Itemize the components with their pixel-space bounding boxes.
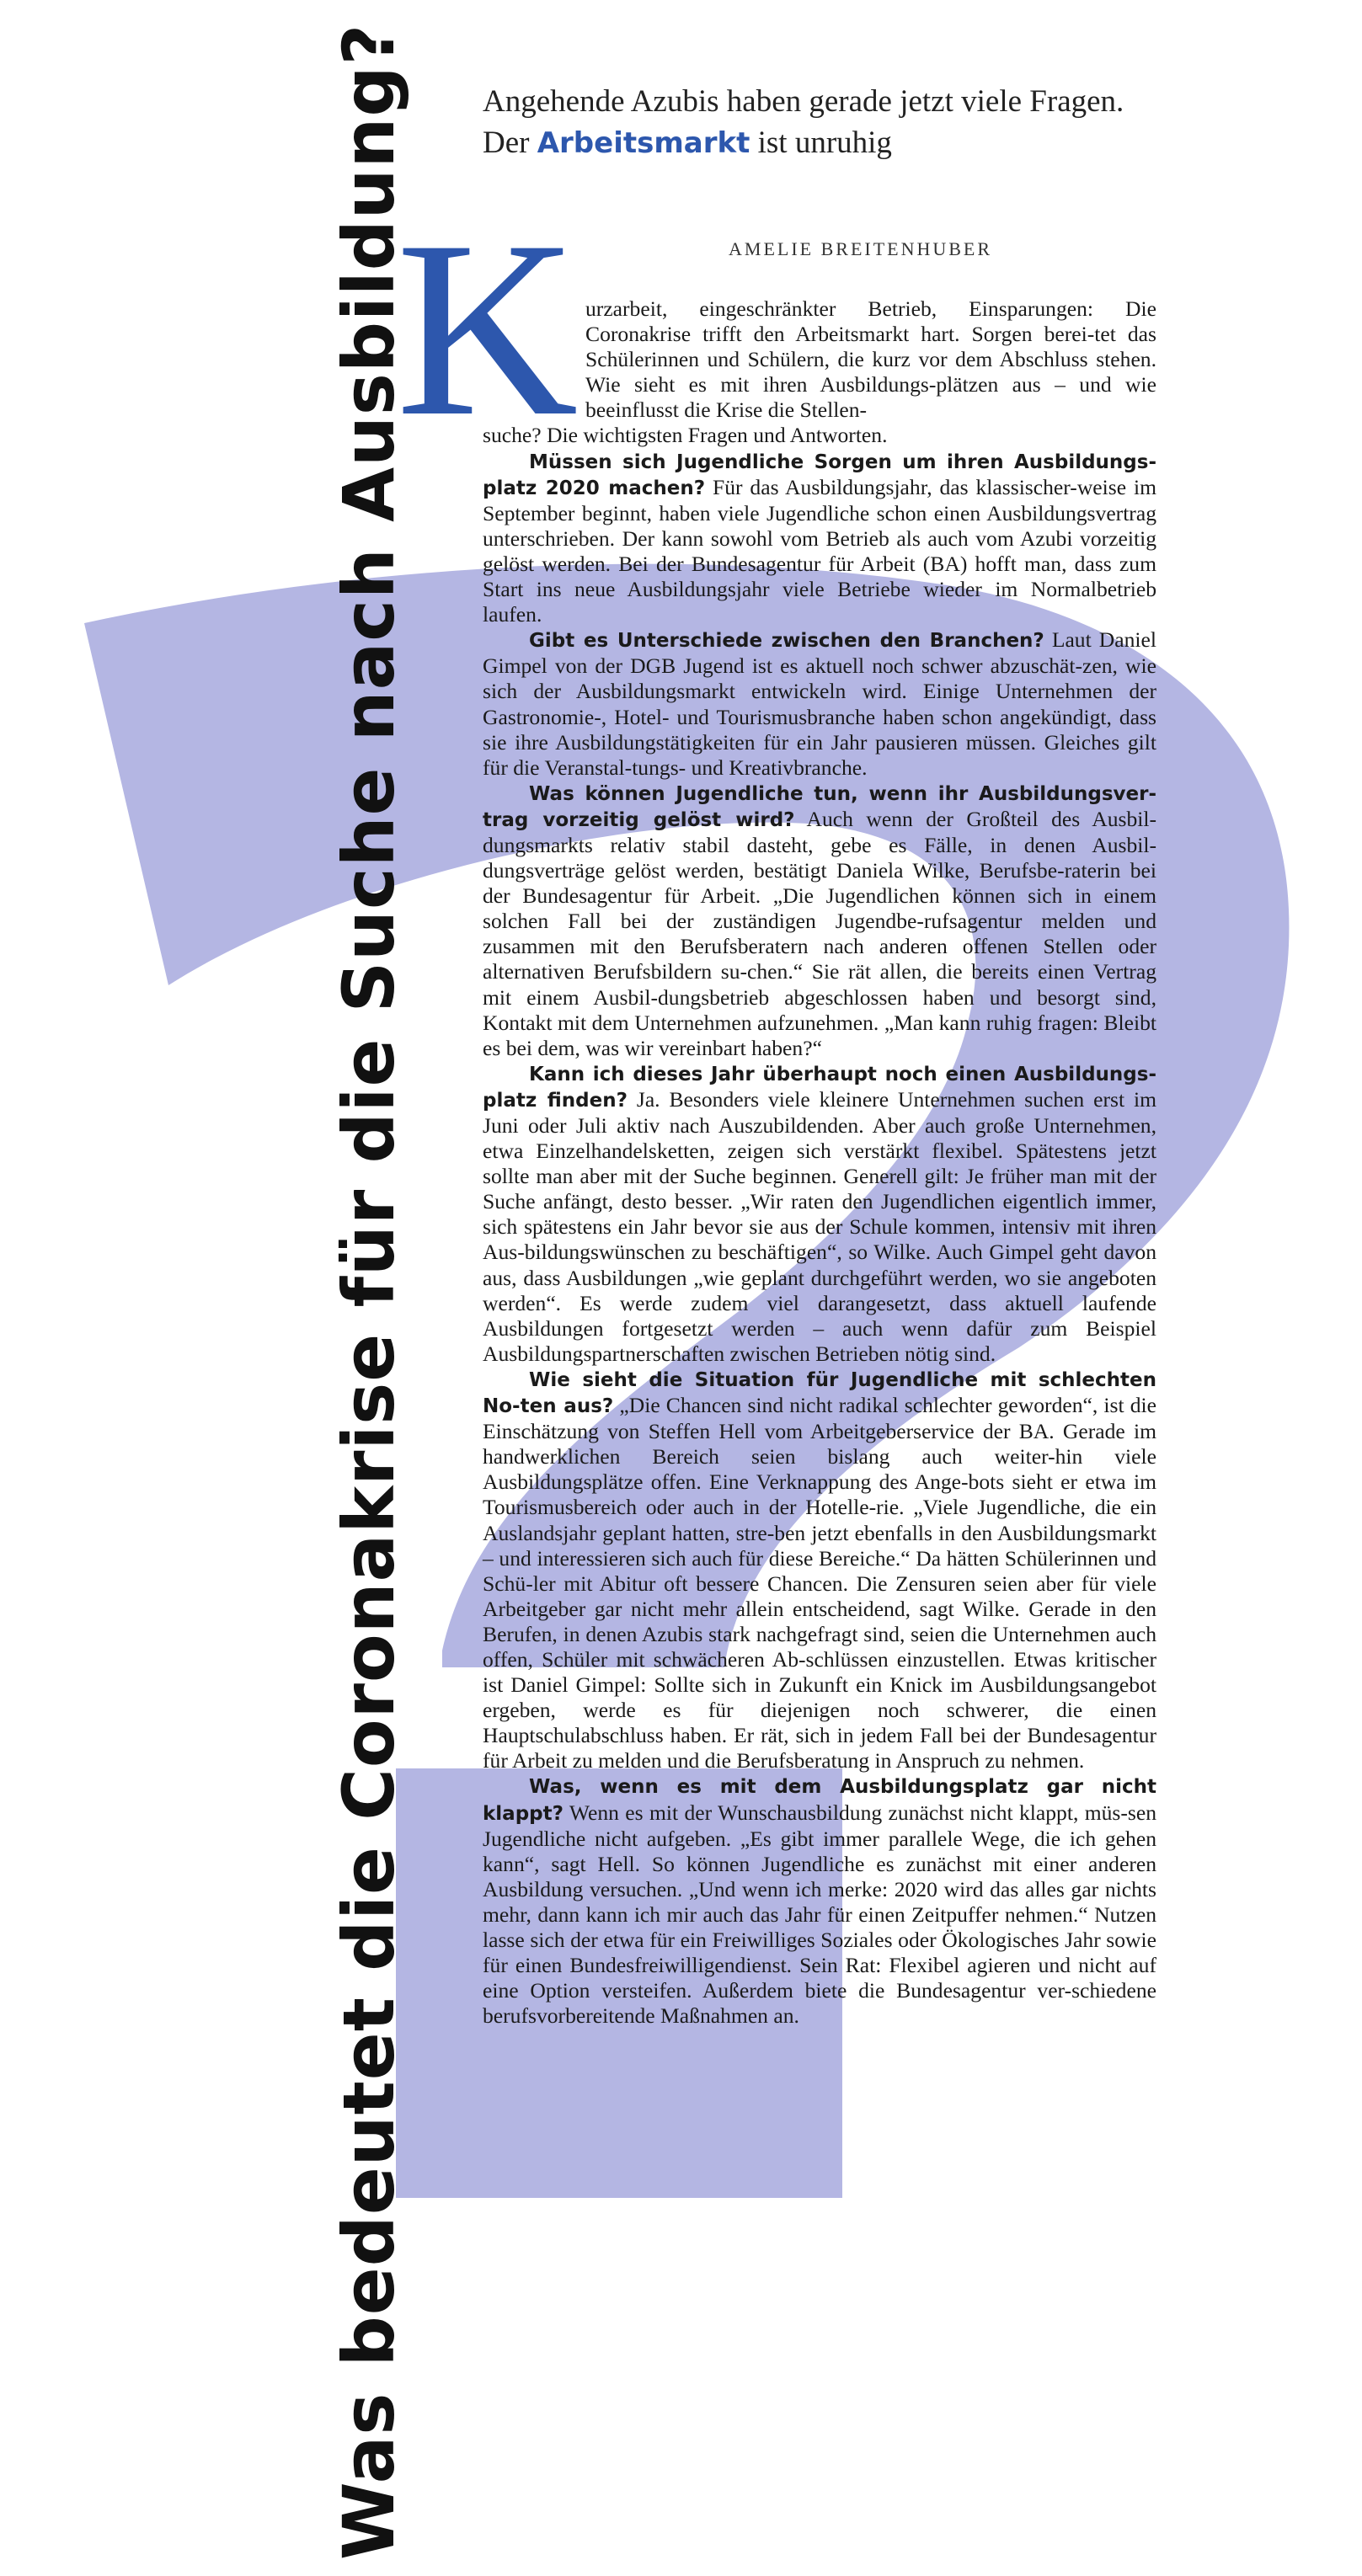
faq-answer: Laut Daniel Gimpel von der DGB Jugend ist es aktuell noch schwer abzuschät-zen, wie sich der Ausbildungsmarkt entwickeln wird. Einige Unternehmen der Gastronomie-, Hotel- und Tourismusbranche haben schon angekündigt, dass sie ihre Ausbildungstätigkeiten für ein Jahr pausieren müssen. Gleiches gilt für die Veranstal-tungs- und Kreativbranche. — [483, 627, 1156, 780]
faq-question: Was können Jugendliche tun, wenn ihr Ausbildungsver-trag vorzeitig gelöst wird? — [483, 782, 1156, 831]
teaser-highlight: Arbeitsmarkt — [537, 126, 750, 160]
teaser-text: Angehende Azubis haben gerade jetzt viele Fragen. Der — [483, 84, 1124, 160]
faq-answer: Ja. Besonders viele kleinere Unternehmen suchen erst im Juni oder Juli aktiv nach Auszubildenden. Aber auch große Unternehmen, etwa Einzelhandelsketten, zeigen sich verstärkt flexibel. Spätestens jetzt sollte man aber mit der Suche beginnen. Generell gilt: Je früher man mit der Suche anfängt, desto besser. „Wir raten den Jugendlichen eigentlich immer, sich spätestens ein Jahr bevor sie aus der Schule kommen, intensiv mit ihren Aus-bildungswünschen zu beschäftigen“, so Wilke. Auch Gimpel geht davon aus, dass Ausbildungen „wie geplant durchgeführt werden, wo sie angeboten werden“. Es werde zudem viel darangesetzt, dass aktuell laufende Ausbildungen fortgesetzt werden – auch wenn dafür zum Beispiel Ausbildungspartnerschaften zwischen Betrieben nötig sind. — [483, 1086, 1156, 1366]
byline: AMELIE BREITENHUBER — [729, 238, 993, 259]
faq-paragraph — [483, 1773, 1156, 2029]
intro-tail: suche? Die wichtigsten Fragen und Antworten. — [483, 423, 888, 448]
intro-paragraph — [483, 296, 1156, 449]
faq-question: Gibt es Unterschiede zwischen den Branchen? — [529, 630, 1044, 653]
intro-lead: urzarbeit, eingeschränkter Betrieb, Einsparungen: Die Coronakrise trifft den Arbeitsmarkt hart. Sorgen berei-tet das Schülerinnen und Schülern, die kurz vor dem Abschluss stehen. Wie sieht es mit ihren Ausbildungs-plätzen aus – und wie beeinflusst die Krise die Stellen- — [585, 296, 1156, 423]
faq-answer: „Die Chancen sind nicht radikal schlechter geworden“, ist die Einschätzung von Steffen Hell vom Arbeitgeberservice der BA. Gerade im handwerklichen Bereich seien bislang auch weiter-hin viele Ausbildungsplätze offen. Eine Verknappung des Ange-bots sieht er etwa im Tourismusbereich oder auch in der Hotelle-rie. „Viele Jugendliche, die ein Auslandsjahr geplant hatten, stre-ben jetzt ebenfalls in den Ausbildungsmarkt – und interessieren sich auch für diese Bereiche.“ Da hätten Schülerinnen und Schü-ler mit Abitur oft bessere Chancen. Die Zensuren seien aber für viele Arbeitgeber gar nicht mehr allein entscheidend, sagt Wilke. Gerade in den Berufen, in denen Azubis stark nachgefragt sind, seien die Unternehmen auch offen, Schüler mit schwächeren Ab-schlüssen einzustellen. Etwas kritischer ist Daniel Gimpel: Sollte sich in Zukunft ein Knick im Ausbildungsangebot ergeben, werde es für diejenigen noch schwerer, die einen Hauptschulabschluss haben. Er rät, sich in jedem Fall bei der Bundesagentur für Arbeit zu melden und die Berufsberatung in Anspruch zu nehmen. — [483, 1393, 1156, 1773]
drop-cap: K — [396, 189, 579, 468]
faq-question: Müssen sich Jugendliche Sorgen um ihren Ausbildungs-platz 2020 machen? — [483, 451, 1156, 499]
faq-question: Was, wenn es mit dem Ausbildungsplatz gar nicht klappt? — [483, 1776, 1156, 1825]
faq-answer: Auch wenn der Großteil des Ausbil-dungsmarkts relativ stabil dasteht, gebe es Fälle, in denen Ausbil-dungsverträge gelöst werden, bestätigt Daniela Wilke, Berufsbe-raterin bei der Bundesagentur für Arbeit. „Die Jugendlichen können sich in einem solchen Fall bei der zuständigen Jugendbe-rufsagentur melden und zusammen mit den Berufsberatern nach anderen offenen Stellen oder alternativen Berufsbildern su-chen.“ Sie rät allen, die bereits einen Vertrag mit einem Ausbil-dungsbetrieb abgeschlossen haben und besorgt sind, Kontakt mit dem Unternehmen aufzunehmen. „Man kann ruhig fragen: Bleibt es bei dem, was wir vereinbart haben?“ — [483, 806, 1156, 1060]
faq-question: Kann ich dieses Jahr überhaupt noch einen Ausbildungs-platz finden? — [483, 1063, 1156, 1112]
faq-paragraph — [483, 1061, 1156, 1367]
teaser-text-end: ist unruhig — [750, 125, 892, 160]
faq-paragraph — [483, 1367, 1156, 1774]
faq-question: Wie sieht die Situation für Jugendliche mit schlechten No-ten aus? — [483, 1368, 1156, 1418]
faq-answer: Wenn es mit der Wunschausbildung zunächst nicht klappt, müs-sen Jugendliche nicht aufgeben. „Es gibt immer parallele Wege, die ich gehen kann“, sagt Hell. So können Jugendliche es zunächst mit einer anderen Ausbildung versuchen. „Und wenn ich merke: 2020 wird das alles gar nichts mehr, dann kann ich mir auch das Jahr für einen Zeitpuffer nehmen.“ Nutzen lasse sich der etwa für ein Freiwilliges Soziales oder Ökologisches Jahr sowie für einen Bundesfreiwilligendienst. Sein Rat: Flexibel agieren und nicht auf eine Option versteifen. Außerdem biete die Bundesagentur ver-schiedene berufsvorbereitende Maßnahmen an. — [483, 1800, 1156, 2029]
faq-answer: Für das Ausbildungsjahr, das klassischer-weise im September beginnt, haben viele Jugendliche schon einen Ausbildungsvertrag unterschrieben. Der kann sowohl vom Betrieb als auch vom Azubi vorzeitig gelöst werden. Bei der Bundesagentur für Arbeit (BA) hofft man, dass zum Start ins neue Ausbildungsjahr viele Betriebe wieder im Normalbetrieb laufen. — [483, 474, 1157, 627]
article-body — [483, 296, 1156, 2029]
faq-paragraph — [483, 449, 1156, 628]
teaser — [483, 81, 1156, 164]
headline: Was bedeutet die Coronakrise für die Suche nach Ausbildung? — [328, 23, 410, 2560]
faq-paragraph — [483, 627, 1156, 781]
faq-paragraph — [483, 781, 1156, 1061]
